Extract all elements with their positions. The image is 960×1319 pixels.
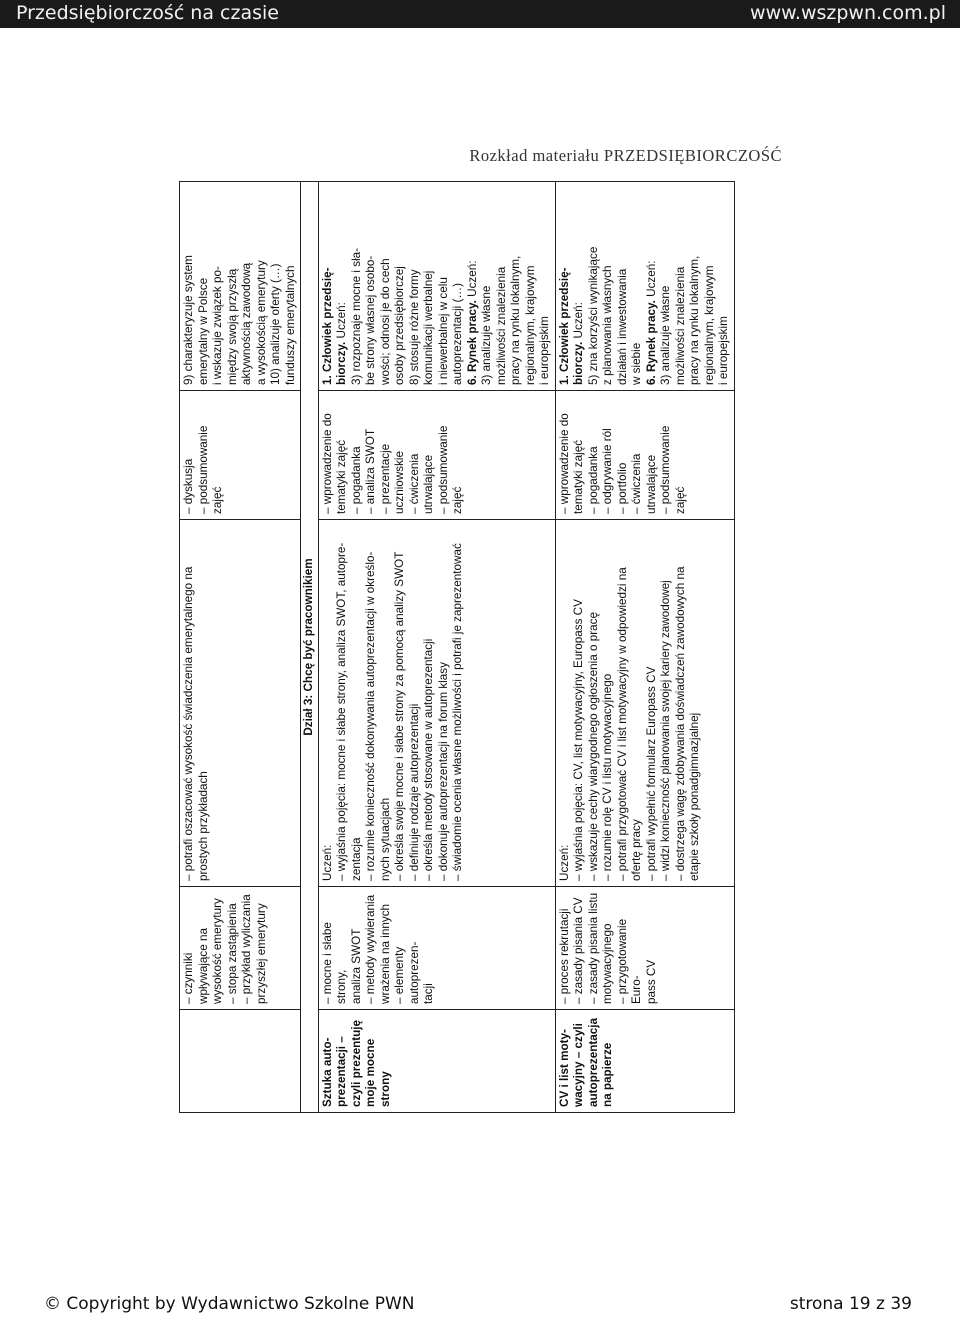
cell-line: a wysokością emerytury <box>254 260 268 385</box>
cell-line: i niewerbalnej w celu <box>436 277 450 385</box>
cell-line: strony <box>378 1071 392 1107</box>
cell-line: – wyjaśnia pojęcia: CV, list motywacyjny, Europass CV <box>572 599 585 881</box>
cell-line: 10) analizuje oferty (…) <box>269 263 282 385</box>
cell-line: 3) rozpoznaje mocne i sła- <box>349 247 363 385</box>
methods-cell <box>180 391 301 520</box>
topic-cell <box>318 1010 555 1113</box>
cell-line: – analiza SWOT <box>364 428 377 514</box>
cell-line: możliwości znalezienia <box>673 266 687 385</box>
cell-line: tematyki zajęć <box>335 439 348 514</box>
cell-line: – potrafi wypełnić formularz Europass CV <box>644 666 658 881</box>
cell-line: 3) analizuje własne <box>659 285 672 385</box>
cell-line: – czynniki wpływające na <box>182 927 210 1004</box>
cell-line: aktywnością zawodową <box>240 262 253 385</box>
cell-line: 3) analizuje własne <box>480 285 493 385</box>
cell-line: i europejskim <box>717 316 730 385</box>
content-cell <box>318 887 555 1010</box>
cell-line: Uczeń: <box>320 844 334 881</box>
cell-line: tacji <box>422 983 435 1004</box>
cell-line: – ćwiczenia utrwalające <box>407 453 435 514</box>
curriculum-ref-cell <box>555 182 734 391</box>
page-footer <box>0 1294 960 1319</box>
cell-line: czyli prezentuję <box>349 1019 363 1107</box>
table-row <box>180 182 301 1113</box>
cell-line: – dyskusja <box>182 458 195 514</box>
cell-line: prezentacji – <box>335 1036 348 1107</box>
table-row <box>555 182 734 1113</box>
cell-line: autoprezentacji (…) <box>451 283 464 385</box>
cell-line: moje mocne <box>364 1038 377 1107</box>
cell-line: CV i list moty- <box>557 1029 571 1107</box>
cell-line: – stopa zastąpienia <box>225 903 239 1004</box>
top-banner <box>0 0 960 28</box>
cell-line: 1. Człowiek przedsię- <box>320 267 334 385</box>
cell-line: 6. Rynek pracy. Uczeń: <box>644 260 658 385</box>
cell-line: emerytalny w Polsce <box>196 277 210 385</box>
content-cell <box>555 887 734 1010</box>
cell-line: na papierze <box>601 1042 614 1107</box>
cell-line: – zasady pisania listu <box>586 892 600 1004</box>
cell-line: przyszłej emerytury <box>254 903 268 1004</box>
section-row <box>301 182 319 1113</box>
cell-line: Uczeń: <box>557 844 571 881</box>
cell-line: – wskazuje cechy wiarygodnego ogłoszenia o pracę <box>586 612 600 881</box>
cell-line: 1. Człowiek przedsię- <box>557 267 571 385</box>
cell-line: osoby przedsiębiorczej <box>393 266 406 385</box>
cell-line: – definiuje rodzaje autoprezentacji <box>407 703 421 881</box>
cell-line: – świadomie ocenia własne możliwości i potrafi je zaprezentować <box>451 543 464 881</box>
cell-line: – potrafi oszacować wysokość świadczenia emerytalnego na <box>182 566 195 881</box>
cell-line: – dostrzega wagę zdobywania doświadczeń zawodowych na <box>673 566 687 881</box>
cell-line: – dokonuje autoprezentacji na forum klasy <box>436 662 450 881</box>
curriculum-ref-cell <box>318 182 555 391</box>
cell-line: i wskazuje związek po- <box>211 266 224 385</box>
copyright-text: © Copyright by Wydawnictwo Szkolne PWN <box>44 1294 415 1314</box>
cell-line: wrażenia na innych <box>378 903 392 1004</box>
cell-line: możliwości znalezienia <box>494 266 508 385</box>
cell-line: – mocne i słabe strony, <box>320 922 348 1004</box>
cell-line: – odgrywanie ról <box>601 428 614 514</box>
cell-line: komunikacji werbalnej <box>422 270 435 385</box>
cell-line: tematyki zajęć <box>572 439 585 514</box>
cell-line: pracy na rynku lokalnym, <box>509 255 522 385</box>
subheader <box>469 146 782 166</box>
cell-line: biorczy. Uczeń: <box>335 302 348 385</box>
cell-line: – wprowadzenie do <box>557 413 571 514</box>
cell-line: – portfolio <box>615 462 629 514</box>
cell-line: – podsumowanie zajęć <box>436 425 464 514</box>
topic-cell <box>180 1010 301 1113</box>
cell-line: wysokość emerytury <box>211 898 224 1004</box>
subheader-title: PRZEDSIĘBIORCZOŚĆ <box>603 146 782 165</box>
cell-line: regionalnym, krajowym <box>523 265 537 385</box>
curriculum-table <box>179 181 735 1113</box>
cell-line: – prezentacje uczniowskie <box>378 443 406 514</box>
cell-line: – potrafi przygotować CV i list motywacyjny w odpowiedzi na <box>615 567 629 881</box>
rotated-curriculum-table <box>179 181 784 1113</box>
cell-line: pass CV <box>644 959 658 1004</box>
outcomes-cell <box>555 520 734 887</box>
content-cell <box>180 887 301 1010</box>
cell-line: z planowania własnych <box>601 265 614 385</box>
cell-line: wości; odnosi je do cech <box>378 258 392 385</box>
cell-line: 6. Rynek pracy. Uczeń: <box>465 260 479 385</box>
cell-line: zentacja <box>349 837 363 881</box>
cell-line: be strony własnej osobo- <box>364 255 377 385</box>
outcomes-cell <box>180 520 301 887</box>
cell-line: – przygotowanie Euro- <box>615 918 643 1004</box>
cell-line: 9) charakteryzuje system <box>182 255 195 385</box>
cell-line: – wprowadzenie do <box>320 413 334 514</box>
cell-line: motywacyjnego <box>601 923 614 1004</box>
cell-line: wacyjny – czyli <box>572 1023 585 1107</box>
cell-line: – zasady pisania CV <box>572 897 585 1004</box>
cell-line: nych sytuacjach <box>378 797 392 881</box>
cell-line: ofertę pracy <box>630 819 643 881</box>
outcomes-cell <box>318 520 555 887</box>
publication-title: Przedsiębiorczość na czasie <box>16 2 279 24</box>
cell-line: Sztuka auto- <box>320 1037 334 1107</box>
cell-line: – pogadanka <box>349 446 363 514</box>
cell-line: – podsumowanie zajęć <box>196 425 224 514</box>
cell-line: etapie szkoły ponadgimnazjalnej <box>688 712 701 881</box>
methods-cell <box>555 391 734 520</box>
page-number: strona 19 z 39 <box>789 1294 912 1314</box>
cell-line: – wyjaśnia pojęcia: mocne i słabe strony, analiza SWOT, autopre- <box>335 542 348 881</box>
cell-line: regionalnym, krajowym <box>702 265 716 385</box>
cell-line: – widzi konieczność planowania swojej kariery zawodowej <box>659 580 672 881</box>
website-link[interactable]: www.wszpwn.com.pl <box>750 2 946 24</box>
cell-line: – określa metody stosowane w autoprezentacji <box>422 638 435 881</box>
cell-line: analiza SWOT <box>349 928 363 1004</box>
cell-line: – rozumie konieczność dokonywania autoprezentacji w określo- <box>364 551 377 881</box>
cell-line: – metody wywierania <box>364 894 377 1004</box>
table-row <box>318 182 555 1113</box>
section-title: Dział 3: Chcę być pracownikiem <box>301 182 319 1113</box>
cell-line: i europejskim <box>538 316 551 385</box>
cell-line: – ćwiczenia utrwalające <box>630 453 658 514</box>
cell-line: biorczy. Uczeń: <box>572 302 585 385</box>
cell-line: funduszy emerytalnych <box>283 265 297 385</box>
cell-line: 5) zna korzyści wynikające <box>586 246 600 385</box>
cell-line: – podsumowanie zajęć <box>659 425 687 514</box>
topic-cell <box>555 1010 734 1113</box>
cell-line: – rozumie rolę CV i listu motywacyjnego <box>601 673 614 881</box>
cell-line: w siebie <box>630 342 643 385</box>
curriculum-ref-cell <box>180 182 301 391</box>
cell-line: między swoją przyszłą <box>225 268 239 385</box>
subheader-prefix: Rozkład materiału <box>469 146 600 165</box>
cell-line: działań i inwestowania <box>615 268 629 385</box>
cell-line: – proces rekrutacji <box>557 908 571 1004</box>
cell-line: 8) stosuje różne formy <box>407 269 421 385</box>
cell-line: prostych przykładach <box>196 771 210 881</box>
cell-line: – pogadanka <box>586 446 600 514</box>
cell-line: – elementy autoprezen- <box>393 941 421 1004</box>
cell-line: – określa swoje mocne i słabe strony za pomocą analizy SWOT <box>393 551 406 881</box>
cell-line: – przykład wyliczania <box>240 894 253 1004</box>
methods-cell <box>318 391 555 520</box>
cell-line: pracy na rynku lokalnym, <box>688 255 701 385</box>
cell-line: autoprezentacja <box>586 1018 600 1107</box>
